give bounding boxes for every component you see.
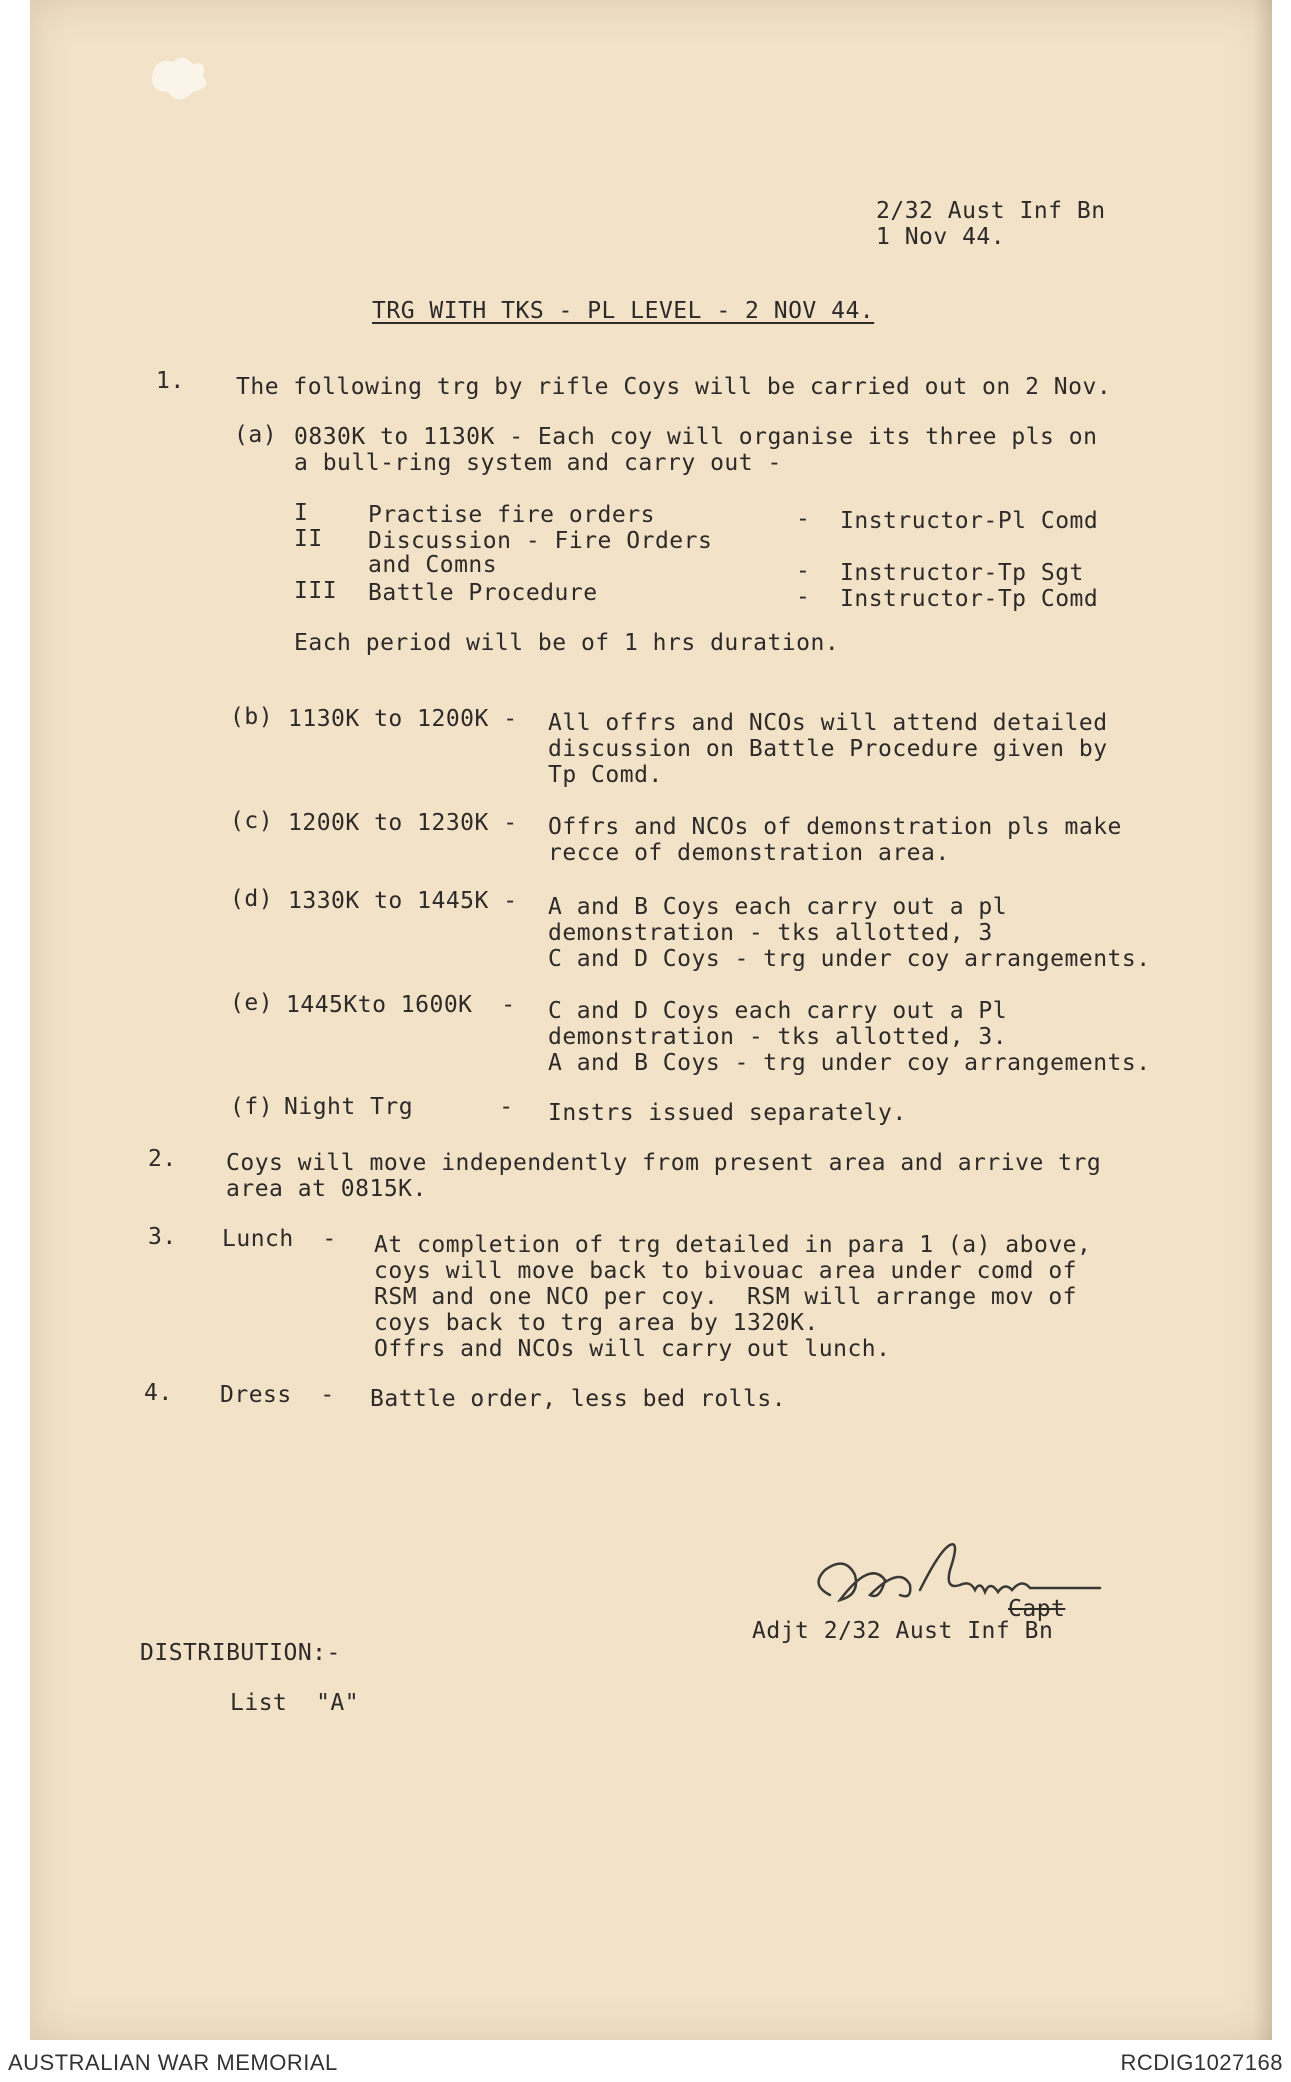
para-1e-line3: A and B Coys - trg under coy arrangements. <box>548 1050 1151 1076</box>
para-1c-line2: recce of demonstration area. <box>548 840 950 866</box>
para-1d-label: (d) <box>230 886 274 912</box>
para-1e-line1: C and D Coys each carry out a Pl <box>548 998 1008 1024</box>
distribution-label: DISTRIBUTION:- <box>140 1640 341 1666</box>
para-1b-line2: discussion on Battle Procedure given by <box>548 736 1108 762</box>
para-3-line2: coys will move back to bivouac area under comd of <box>374 1258 1078 1284</box>
para-1d-line3: C and D Coys - trg under coy arrangements. <box>548 946 1151 972</box>
document-title: TRG WITH TKS - PL LEVEL - 2 NOV 44. <box>372 298 875 324</box>
para-1a-line2: a bull-ring system and carry out - <box>294 450 782 476</box>
para-1f-line1: Instrs issued separately. <box>548 1100 907 1126</box>
period-3-instructor: Instructor-Tp Comd <box>840 586 1099 612</box>
period-2-instructor: Instructor-Tp Sgt <box>840 560 1084 586</box>
para-3-line5: Offrs and NCOs will carry out lunch. <box>374 1336 891 1362</box>
document-page <box>30 0 1272 2040</box>
para-1b-line1: All offrs and NCOs will attend detailed <box>548 710 1108 736</box>
signature-appointment: Adjt 2/32 Aust Inf Bn <box>752 1618 1054 1644</box>
para-3-label: Lunch - <box>222 1226 337 1252</box>
para-1c-line1: Offrs and NCOs of demonstration pls make <box>548 814 1122 840</box>
para-1a-label: (a) <box>234 422 278 448</box>
period-2-dash: - <box>796 558 811 584</box>
para-2-number: 2. <box>148 1146 177 1172</box>
para-1d-time: 1330K to 1445K - <box>288 888 518 914</box>
para-1b-label: (b) <box>230 704 274 730</box>
period-2-desc-cont: and Comns <box>368 552 498 578</box>
para-3-line4: coys back to trg area by 1320K. <box>374 1310 819 1336</box>
para-4-label: Dress - <box>220 1382 335 1408</box>
paper-damage-mark <box>148 52 228 112</box>
para-3-number: 3. <box>148 1224 177 1250</box>
para-1f-label: (f) <box>230 1094 274 1120</box>
unit-heading: 2/32 Aust Inf Bn <box>876 198 1106 224</box>
period-1-desc: Practise fire orders <box>368 502 655 528</box>
period-3-dash: - <box>796 584 811 610</box>
period-2-number: II <box>294 526 323 552</box>
period-3-number: III <box>294 578 338 604</box>
para-2-line1: Coys will move independently from present area and arrive trg <box>226 1150 1102 1176</box>
para-1b-time: 1130K to 1200K - <box>288 706 518 732</box>
archive-footer <box>0 2040 1291 2082</box>
page-edge-shadow <box>1254 0 1272 2040</box>
para-3-line1: At completion of trg detailed in para 1 (a) above, <box>374 1232 1092 1258</box>
para-4-text: Battle order, less bed rolls. <box>370 1386 787 1412</box>
para-1a-line1: 0830K to 1130K - Each coy will organise its three pls on <box>294 424 1098 450</box>
footer-institution: AUSTRALIAN WAR MEMORIAL <box>8 2050 338 2075</box>
footer-catalog-id: RCDIG1027168 <box>1120 2050 1283 2075</box>
para-1c-time: 1200K to 1230K - <box>288 810 518 836</box>
para-1e-label: (e) <box>230 990 274 1016</box>
para-1c-label: (c) <box>230 808 274 834</box>
para-1e-time: 1445Kto 1600K - <box>286 992 516 1018</box>
period-3-desc: Battle Procedure <box>368 580 598 606</box>
para-1e-line2: demonstration - tks allotted, 3. <box>548 1024 1008 1050</box>
para-3-line3: RSM and one NCO per coy. RSM will arrange mov of <box>374 1284 1078 1310</box>
distribution-list: List "A" <box>230 1690 360 1716</box>
para-1d-line2: demonstration - tks allotted, 3 <box>548 920 993 946</box>
handwritten-signature <box>800 1540 1120 1630</box>
para-1b-line3: Tp Comd. <box>548 762 663 788</box>
para-1-text: The following trg by rifle Coys will be carried out on 2 Nov. <box>236 374 1112 400</box>
para-1-number: 1. <box>156 368 185 394</box>
period-1-instructor: Instructor-Pl Comd <box>840 508 1099 534</box>
period-1-number: I <box>294 500 309 526</box>
para-4-number: 4. <box>144 1380 173 1406</box>
period-2-desc: Discussion - Fire Orders <box>368 528 713 554</box>
period-1-dash: - <box>796 506 811 532</box>
document-date: 1 Nov 44. <box>876 224 1006 250</box>
para-1d-line1: A and B Coys each carry out a pl <box>548 894 1008 920</box>
para-1f-time: Night Trg - <box>284 1094 514 1120</box>
para-2-line2: area at 0815K. <box>226 1176 427 1202</box>
signature-rank: Capt <box>1008 1596 1066 1622</box>
period-duration: Each period will be of 1 hrs duration. <box>294 630 840 656</box>
